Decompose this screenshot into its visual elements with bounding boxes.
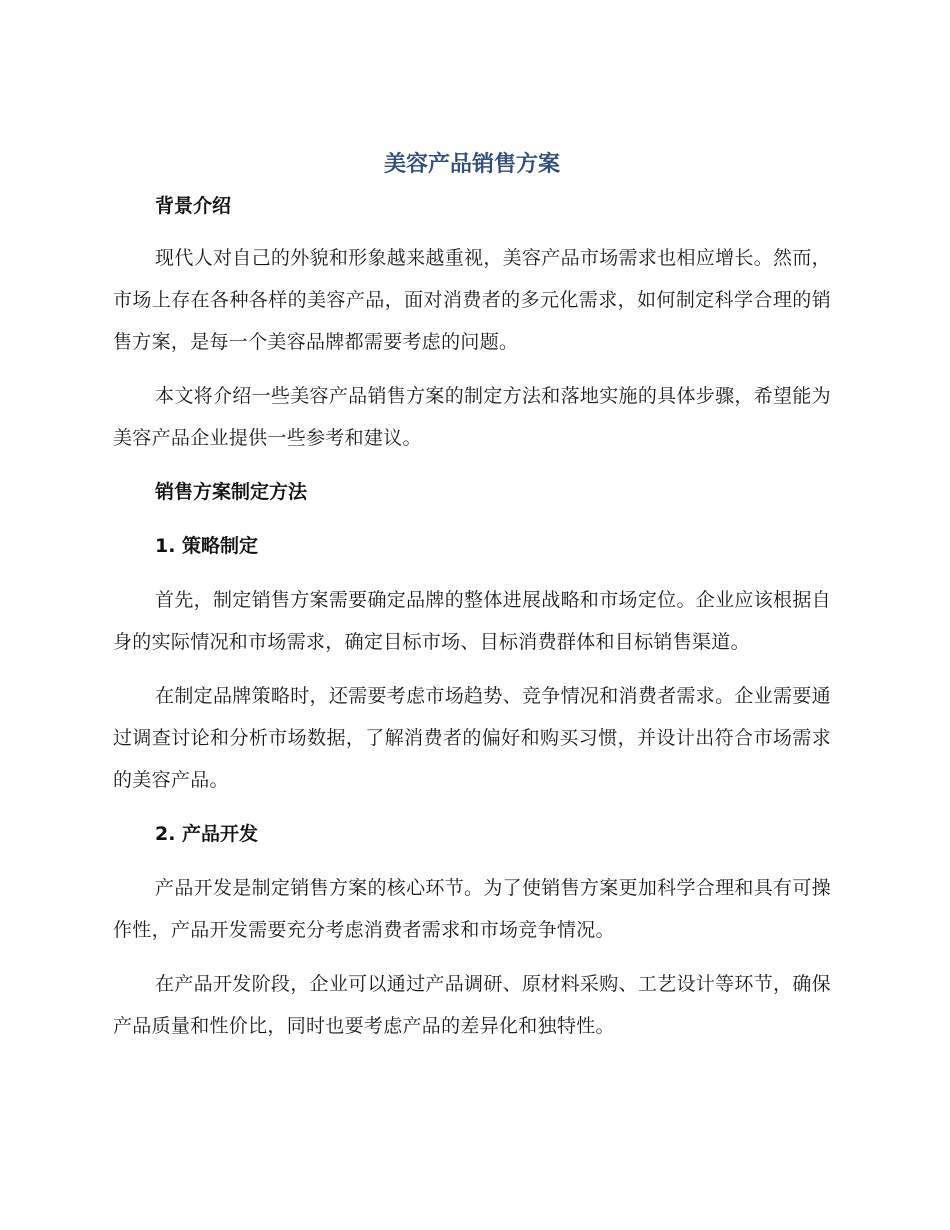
spacer bbox=[113, 801, 831, 813]
spacer bbox=[113, 513, 831, 525]
spacer bbox=[113, 363, 831, 375]
spacer bbox=[113, 227, 831, 237]
paragraph-product-1: 产品开发是制定销售方案的核心环节。为了使销售方案更加科学合理和具有可操作性，产品开发需要充分考虑消费者需求和市场竞争情况。 bbox=[113, 877, 831, 941]
spacer bbox=[113, 663, 831, 675]
paragraph-background-1: 现代人对自己的外貌和形象越来越重视，美容产品市场需求也相应增长。然而，市场上存在各种各样的美容产品，面对消费者的多元化需求，如何制定科学合理的销售方案，是每一个美容品牌都需要考虑的问题。 bbox=[113, 247, 831, 353]
spacer bbox=[113, 951, 831, 963]
paragraph-strategy-1: 首先，制定销售方案需要确定品牌的整体进展战略和市场定位。企业应该根据自身的实际情况和市场需求，确定目标市场、目标消费群体和目标销售渠道。 bbox=[113, 589, 831, 653]
document-title: 美容产品销售方案 bbox=[383, 152, 560, 177]
spacer bbox=[113, 855, 831, 867]
paragraph-strategy-2: 在制定品牌策略时，还需要考虑市场趋势、竞争情况和消费者需求。企业需要通过调查讨论和分析市场数据，了解消费者的偏好和购买习惯，并设计出符合市场需求的美容产品。 bbox=[113, 685, 831, 791]
paragraph-background-2: 本文将介绍一些美容产品销售方案的制定方法和落地实施的具体步骤，希望能为美容产品企业提供一些参考和建议。 bbox=[113, 385, 831, 449]
heading-strategy: 1. 策略制定 bbox=[155, 535, 259, 557]
heading-product-development: 2. 产品开发 bbox=[155, 823, 259, 845]
spacer bbox=[113, 567, 831, 579]
heading-sales-methods: 销售方案制定方法 bbox=[155, 481, 308, 503]
heading-background: 背景介绍 bbox=[155, 195, 232, 217]
spacer bbox=[113, 459, 831, 471]
document-body bbox=[113, 145, 831, 1047]
paragraph-product-2: 在产品开发阶段，企业可以通过产品调研、原材料采购、工艺设计等环节，确保产品质量和性价比，同时也要考虑产品的差异化和独特性。 bbox=[113, 973, 831, 1037]
